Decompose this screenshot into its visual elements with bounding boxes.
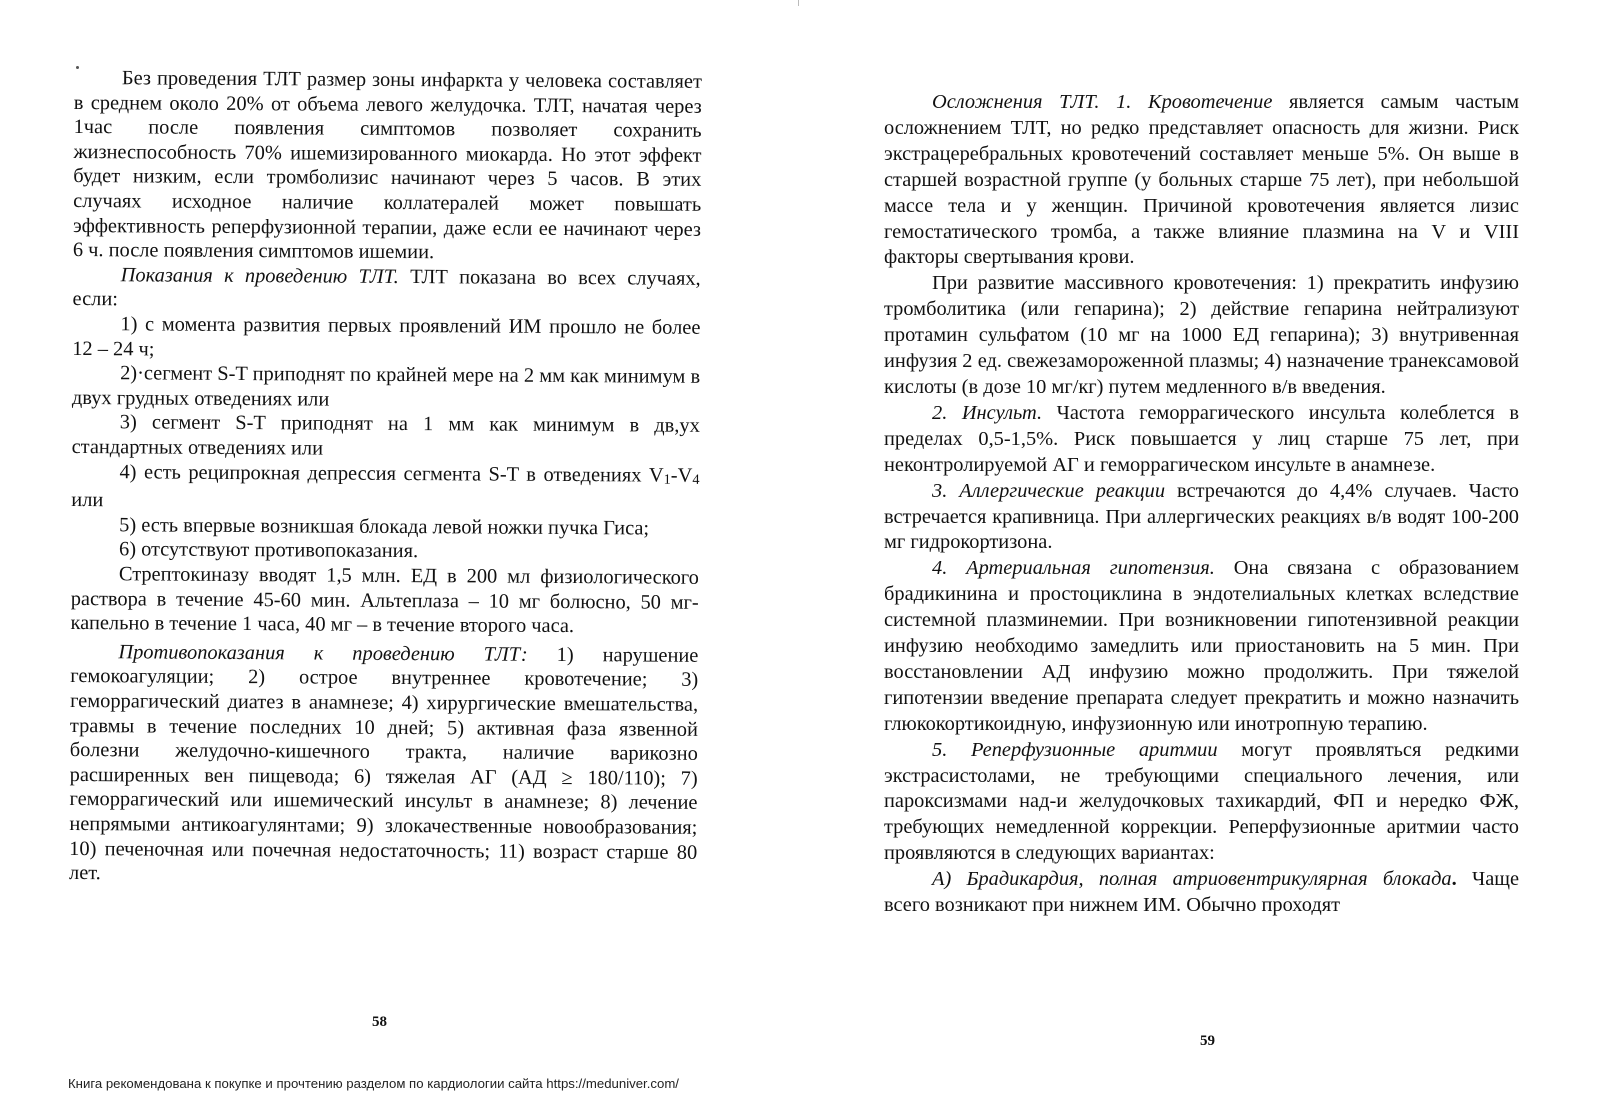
indications-text: ТЛТ показана во всех случаях, если: xyxy=(72,265,701,311)
arrhythmias-text: могут проявляться редкими экстрасистолами, не требующими специального лечения, или пароксизмами над-и желудочковых тахикардий, ФП и нередко ФЖ, требующих немедленной коррекции. Реперфузионные аритмии часто проявляются в следующих вариантах: xyxy=(884,738,1519,865)
indication-item-4-mid: -V xyxy=(670,464,693,487)
indication-item-4-end: или xyxy=(71,489,104,512)
stroke-text: Частота геморрагического инсульта колеблется в пределах 0,5-1,5%. Риск повышается у лиц старше 75 лет, при неконтролируемой АГ и геморрагическом инсульте в анамнезе. xyxy=(884,401,1519,476)
indication-item-4 xyxy=(71,459,699,516)
allergic-heading: 3. Аллергические реакции xyxy=(932,479,1166,502)
left-page xyxy=(69,66,702,890)
page-number-right: 59 xyxy=(1200,1033,1215,1049)
arrhythmias-heading: 5. Реперфузионные аритмии xyxy=(932,738,1218,761)
allergic-paragraph xyxy=(884,479,1519,557)
footer-note: Книга рекомендована к покупке и прочтению разделом по кардиологии сайта https://meduniver.com/ xyxy=(68,1076,679,1091)
indication-item-6: 6) отсутствуют противопоказания. xyxy=(118,538,419,563)
indication-item-2: 2)·сегмент S-T приподнят по крайней мере на 2 мм как минимум в двух грудных отведениях или xyxy=(71,362,701,411)
indications-paragraph xyxy=(72,263,700,316)
indication-item-3: 3) сегмент S-T приподнят на 1 мм как минимум в дв,ух стандартных отведениях или xyxy=(71,411,700,460)
contraindications-text: 1) нарушение гемокоагуляции; 2) острое внутреннее кровотечение; 3) геморрагический диатез в анамнезе; 4) хирургические вмешательства, травмы в течение последних 10 дней; 5) активная фаза язвенной болезни желудочно-кишечного тракта, наличие варикозно расширенных вен пищевода; 6) тяжелая АГ (АД ≥ 180/110); 7) геморрагический или ишемический инсульт в анамнезе; 8) лечение непрямыми антикоагулянтами; 9) злокачественные новообразования; 10) печеночная или почечная недостаточность; 11) возраст старше 80 лет. xyxy=(69,643,699,885)
indication-item-5: 5) есть впервые возникшая блокада левой ножки пучка Гиса; xyxy=(119,514,650,540)
complications-paragraph xyxy=(884,90,1519,271)
indications-heading: Показания к проведению ТЛТ. xyxy=(120,264,399,288)
bradycardia-heading: А) Брадикардия, полная атриовентрикулярная блокада xyxy=(932,868,1452,891)
intro-paragraph: Без проведения ТЛТ размер зоны инфаркта у человека составляет в среднем около 20% от объема левого желудочка. ТЛТ, начатая через 1час после появления симптомов позволяет сохранить жизнеспособность 70% ишемизированного миокарда. Но этот эффект будет низким, если тромболизис начинают через 5 часов. В этих случаях исходное наличие коллатералей может повышать эффективность реперфузионной терапии, даже если ее начинают через 6 ч. после появления симптомов ишемии. xyxy=(72,67,702,264)
contraindications-paragraph xyxy=(69,640,698,890)
subscript: 1 xyxy=(663,471,671,488)
stroke-heading: 2. Инсульт. xyxy=(932,401,1043,424)
stroke-paragraph xyxy=(884,401,1519,479)
complications-heading: Осложнения ТЛТ. 1. Кровотечение xyxy=(932,91,1273,113)
arrhythmias-paragraph xyxy=(884,738,1519,868)
hypotension-text: Она связана с образованием брадикинина и простоциклина в эндотелиальных клетках вследствие системной плазминемии. При возникновении гипотензивной реакции инфузию необходимо замедлить или приостановить на 5 мин. При восстановлении АД инфузию можно продолжить. При тяжелой гипотензии введение препарата следует прекратить и можно назначить глюкокортикоидную, инфузионную или инотропную терапию. xyxy=(884,557,1519,735)
page-fold-mark xyxy=(798,0,799,6)
contraindications-heading: Противопоказания к проведению ТЛТ: xyxy=(118,641,528,666)
indication-item-1: 1) с момента развития первых проявлений ИМ прошло не более 12 – 24 ч; xyxy=(72,313,701,361)
allergic-text: встречаются до 4,4% случаев. Часто встречается крапивница. При аллергических реакциях в/в водят 100-200 мг гидрокортизона. xyxy=(884,479,1519,554)
bradycardia-paragraph xyxy=(884,867,1519,919)
subscript: 4 xyxy=(692,471,700,488)
bradycardia-dot: . xyxy=(1451,868,1457,891)
complications-text: является самым частым осложнением ТЛТ, но редко представляет опасность для жизни. Риск экстрацеребральных кровотечений составляет меньше 5%. Он выше в старшей возрастной группе (у больных старше 75 лет), при небольшой массе тела и у женщин. Причиной кровотечения является лизис гемостатического тромба, а также влияние плазмина на V и VIII факторы свертывания крови. xyxy=(884,91,1519,269)
hypotension-heading: 4. Артериальная гипотензия. xyxy=(932,557,1215,580)
dosing-paragraph: Стрептокиназу вводят 1,5 млн. ЕД в 200 мл физиологического раствора в течение 45-60 мин. Альтеплаза – 10 мг болюсно, 50 мг- капельно в течение 1 часа, 40 мг – в течение второго часа. xyxy=(70,563,699,638)
massive-bleeding-paragraph: При развитие массивного кровотечения: 1) прекратить инфузию тромболитика (или гепарина); 2) действие гепарина нейтрализуют протамин сульфатом (10 мг на 1000 ЕД гепарина); 3) внутривенная инфузия 2 ед. свежезамороженной плазмы; 4) назначение транексамовой кислоты (в дозе 10 мг/кг) путем медленного в/в введения. xyxy=(884,272,1519,398)
hypotension-paragraph xyxy=(884,556,1519,737)
bradycardia-text: Чаще всего возникают при нижнем ИМ. Обычно проходят xyxy=(884,868,1520,917)
indication-item-4-text: 4) есть реципрокная депрессия сегмента S-T в отведениях V xyxy=(119,460,664,487)
page-number-left: 58 xyxy=(372,1014,387,1030)
right-page xyxy=(884,90,1519,919)
